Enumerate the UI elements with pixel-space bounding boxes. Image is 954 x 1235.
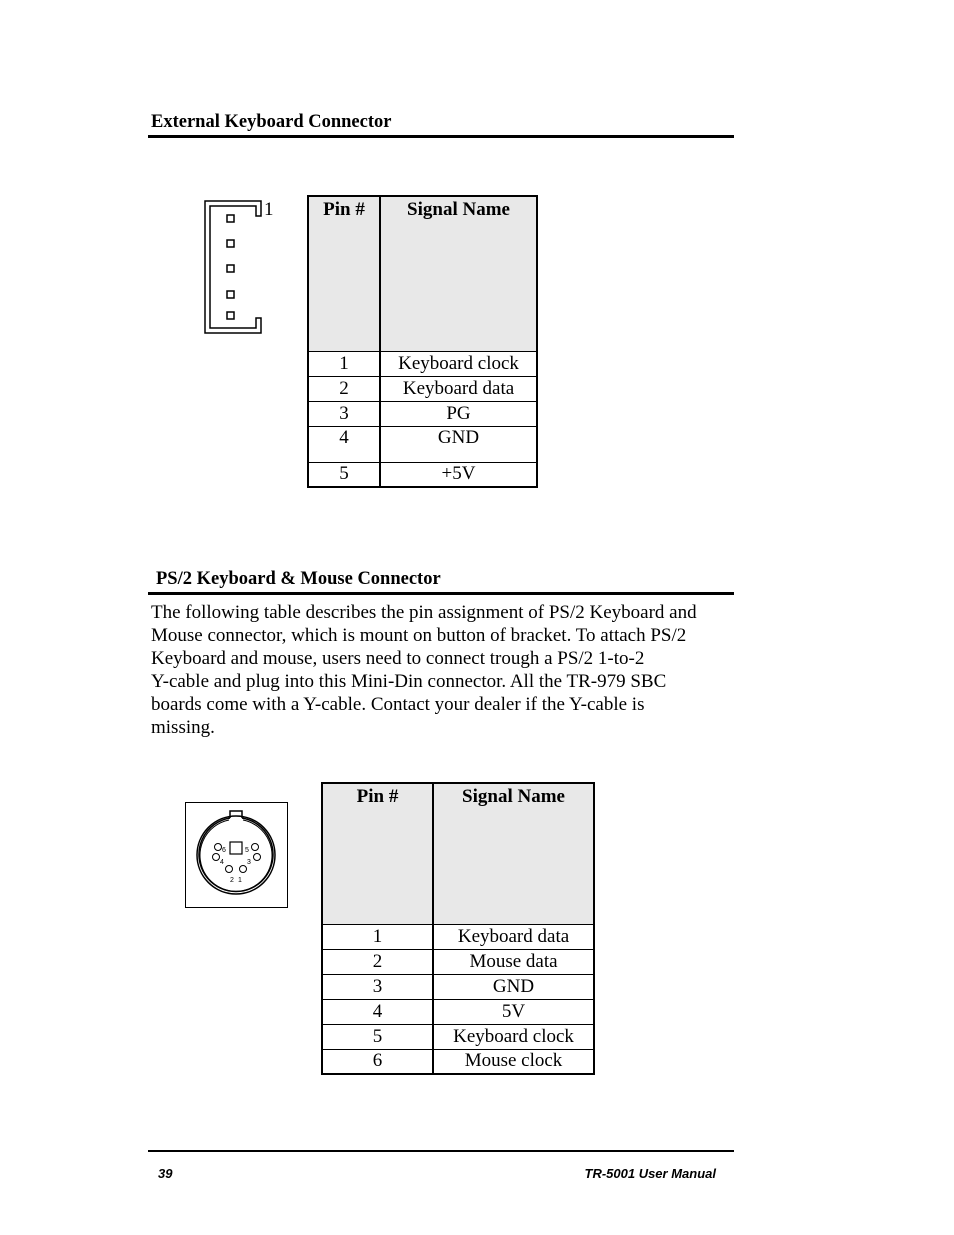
pin-number: 2 — [308, 376, 380, 401]
table-row — [308, 426, 537, 462]
pin-number: 3 — [308, 401, 380, 426]
signal-name: GND — [380, 426, 537, 462]
ps2-description — [151, 601, 751, 739]
pin-number: 1 — [322, 924, 433, 949]
pin-number: 5 — [322, 1024, 433, 1049]
table-row — [322, 999, 594, 1024]
signal-name: PG — [380, 401, 537, 426]
table-row — [308, 376, 537, 401]
signal-name: Keyboard clock — [380, 351, 537, 376]
paragraph-line: Keyboard and mouse, users need to connect trough a PS/2 1-to-2 — [151, 648, 645, 669]
table-row — [322, 1049, 594, 1074]
din-pin-label: 4 — [220, 859, 224, 866]
table-row — [322, 949, 594, 974]
external-keyboard-pin-table — [307, 195, 538, 488]
paragraph-line: boards come with a Y-cable. Contact your dealer if the Y-cable is — [151, 694, 645, 715]
paragraph-line: Y-cable and plug into this Mini-Din connector. All the TR-979 SBC — [151, 671, 667, 692]
pin-number: 3 — [322, 974, 433, 999]
pin-number: 5 — [308, 462, 380, 487]
signal-name: GND — [433, 974, 594, 999]
table-row — [322, 924, 594, 949]
footer-rule — [148, 1150, 734, 1152]
pin-number: 1 — [308, 351, 380, 376]
signal-name: Mouse data — [433, 949, 594, 974]
manual-title: TR-5001 User Manual — [584, 1166, 716, 1181]
pin-number: 2 — [322, 949, 433, 974]
column-header-pin: Pin # — [322, 783, 433, 924]
signal-name: Mouse clock — [433, 1049, 594, 1074]
pin-1-label: 1 — [264, 199, 274, 220]
page-number: 39 — [158, 1166, 173, 1181]
section-title-ps2-connector: PS/2 Keyboard & Mouse Connector — [156, 569, 441, 589]
pin-number: 4 — [308, 426, 380, 462]
table-row — [322, 1024, 594, 1049]
pin-number: 6 — [322, 1049, 433, 1074]
column-header-signal: Signal Name — [380, 196, 537, 351]
din-pin-label: 3 — [247, 859, 251, 866]
section-rule — [148, 592, 734, 595]
section-rule — [148, 135, 734, 138]
signal-name: Keyboard data — [380, 376, 537, 401]
signal-name: Keyboard clock — [433, 1024, 594, 1049]
column-header-pin: Pin # — [308, 196, 380, 351]
din-pin-label: 2 — [230, 877, 234, 884]
paragraph-line: Mouse connector, which is mount on button of bracket. To attach PS/2 — [151, 625, 687, 646]
din-pin-label: 6 — [222, 847, 226, 854]
table-row — [308, 401, 537, 426]
column-header-signal: Signal Name — [433, 783, 594, 924]
din-pin-label: 5 — [245, 847, 249, 854]
table-row — [322, 974, 594, 999]
paragraph-line: missing. — [151, 717, 215, 738]
signal-name: +5V — [380, 462, 537, 487]
signal-name: 5V — [433, 999, 594, 1024]
mini-din-connector-diagram — [185, 802, 288, 908]
section-title-external-keyboard: External Keyboard Connector — [151, 112, 392, 132]
din-pin-label: 1 — [238, 877, 242, 884]
signal-name: Keyboard data — [433, 924, 594, 949]
ps2-pin-table — [321, 782, 595, 1075]
pin-number: 4 — [322, 999, 433, 1024]
table-row — [308, 351, 537, 376]
paragraph-line: The following table describes the pin assignment of PS/2 Keyboard and — [151, 602, 697, 623]
table-row — [308, 462, 537, 487]
